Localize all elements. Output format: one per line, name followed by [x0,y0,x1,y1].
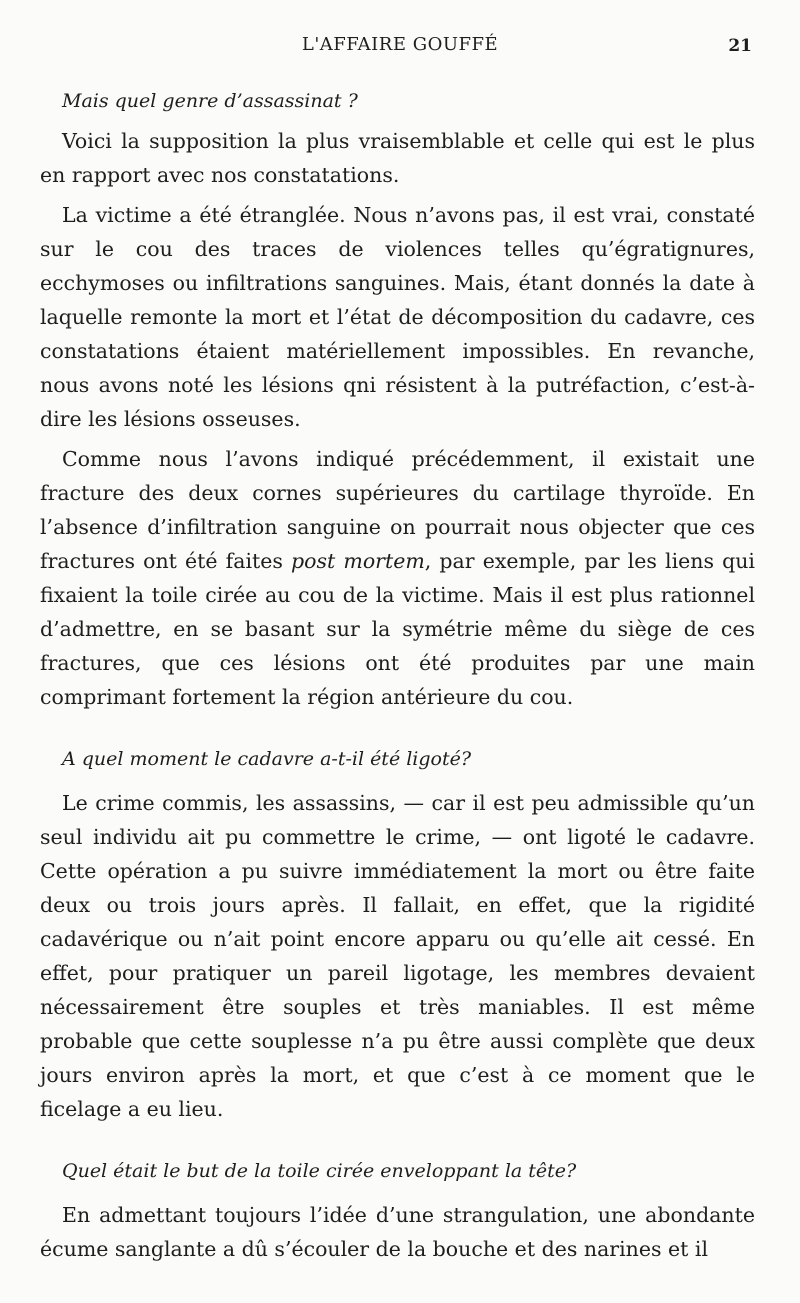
paragraph: En admettant toujours l’idée d’une strangulation, une abondante écume sanglante a dû s’écouler de la bouche et des narines et il [40,1203,755,1261]
section-heading: Quel était le but de la toile cirée enveloppant la tête? [62,1160,577,1182]
page-body [40,84,755,1266]
section-heading: A quel moment le cadavre a-t-il été ligoté? [62,748,472,770]
page-number: 21 [728,36,752,56]
paragraph-text: , par exemple, par les liens qui fixaient la toile cirée au cou de la victime. Mais il est plus rationnel d’admettre, en se basant sur la symétrie même du siège de ces fractures, que ces lésions ont été produites par une main comprimant fortement la région antérieure du cou. [40,549,755,709]
paragraph-text: Comme nous l’avons indiqué précédemment, il existait une fracture des deux cornes supérieures du cartilage thyroïde. En l’absence d’infiltration sanguine on pourrait nous objecter que ces fractures ont été faites [40,447,755,573]
running-head [40,34,760,60]
running-title: L'AFFAIRE GOUFFÉ [301,34,499,55]
italic-term: post mortem [291,549,425,573]
paragraph: Voici la supposition la plus vraisemblable et celle qui est le plus en rapport avec nos constatations. [40,129,755,187]
section-heading: Mais quel genre d’assassinat ? [62,90,358,112]
paragraph: La victime a été étranglée. Nous n’avons pas, il est vrai, constaté sur le cou des traces de violences telles qu’égratignures, ecchymoses ou infiltrations sanguines. Mais, étant donnés la date à laquelle remonte la mort et l’état de décomposition du cadavre, ces constatations étaient matériellement impossibles. En revanche, nous avons noté les lésions qni résistent à la putréfaction, c’est-à-dire les lésions osseuses. [40,203,755,431]
paragraph: Le crime commis, les assassins, — car il est peu admissible qu’un seul individu ait pu commettre le crime, — ont ligoté le cadavre. Cette opération a pu suivre immédiatement la mort ou être faite deux ou trois jours après. Il fallait, en effet, que la rigidité cadavérique ou n’ait point encore apparu ou qu’elle ait cessé. En effet, pour pratiquer un pareil ligotage, les membres devaient nécessairement être souples et très maniables. Il est même probable que cette souplesse n’a pu être aussi complète que deux jours environ après la mort, et que c’est à ce moment que le ficelage a eu lieu. [40,791,755,1121]
paragraph [40,442,755,714]
